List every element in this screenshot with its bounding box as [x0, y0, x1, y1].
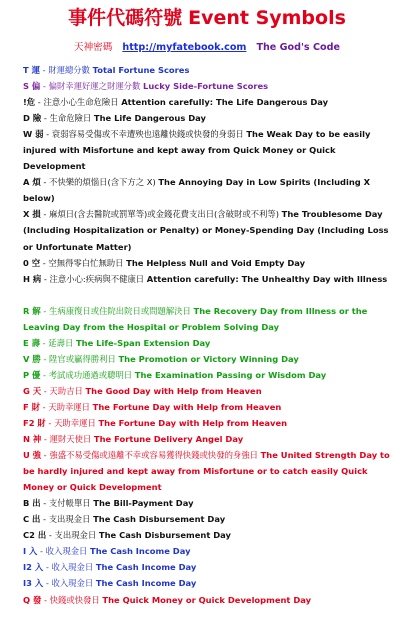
- entry-zh: - 考試成功通過或聰明日: [40, 369, 135, 380]
- entry-zh: - 財運總分數: [39, 65, 93, 75]
- entry-zh: - 生命危險日: [41, 113, 94, 124]
- entry-en: Attention carefully: The Unhealthy Day with Illness: [146, 273, 388, 284]
- entry-en: Total Fortune Scores: [92, 65, 190, 75]
- symbol-entry: [23, 431, 398, 447]
- entry-zh: - 麻煩日(含去醫院或罰單等)或金錢花費支出日(含破財或不利等): [40, 209, 282, 220]
- entry-zh: - 收入現金日: [43, 578, 96, 589]
- entry-code: Q 發: [23, 594, 42, 605]
- symbol-entry: [23, 367, 398, 383]
- entry-zh: - 天助吉日: [41, 385, 86, 396]
- website-link[interactable]: http://myfatebook.com: [122, 42, 247, 53]
- entry-en: The Cash Income Day: [95, 578, 197, 589]
- entry-en: Attention carefully: The Life Dangerous Day: [121, 97, 329, 108]
- entry-code: I 入: [23, 546, 38, 557]
- symbol-entry: [23, 271, 398, 287]
- title-chinese: 事件代碼符號: [68, 7, 183, 29]
- entry-en: The Weak Day to be easily injured with Misfortune and kept away from Quick Money or Quick Development: [23, 129, 371, 172]
- section-gap: [23, 287, 398, 303]
- symbol-entry: [23, 511, 398, 527]
- symbol-entry: [23, 206, 398, 254]
- entry-zh: - 陞官或贏得勝利日: [40, 353, 119, 364]
- symbol-entry: [23, 255, 398, 271]
- symbol-entry: [23, 527, 398, 543]
- entry-zh: - 空無得零白忙無助日: [40, 257, 127, 268]
- entry-en: The Examination Passing or Wisdom Day: [134, 369, 327, 380]
- entry-code: H 病: [23, 273, 42, 284]
- entry-zh: - 生病康復日或住院出院日或問題解決日: [40, 305, 194, 316]
- entry-code: U 強: [23, 450, 42, 461]
- entry-zh: - 強盛不易受傷或遠離不幸或容易獲得快錢或快發的身強日: [41, 450, 261, 461]
- entry-en: The Helpless Null and Void Empty Day: [126, 257, 306, 268]
- symbol-entry: [23, 383, 398, 399]
- entry-zh: - 天助幸運日: [39, 401, 93, 412]
- entry-zh: - 衰弱容易受傷或不幸遭殃也遠離快錢或快發的身弱日: [43, 129, 247, 140]
- entry-en: The Good Day with Help from Heaven: [85, 385, 262, 396]
- subtitle-line: [0, 41, 414, 55]
- entry-code: F2 財: [23, 417, 46, 428]
- entry-en: The Cash Disbursement Day: [98, 530, 231, 541]
- entry-zh: - 注意小心:疾病與不健康日: [41, 273, 147, 284]
- entry-code: B 出: [23, 498, 41, 509]
- symbol-entry: [23, 351, 398, 367]
- entry-en: The Cash Income Day: [90, 546, 191, 557]
- entry-code: !危: [23, 97, 36, 108]
- entry-en: The Annoying Day in Low Spirits (Including X below): [23, 177, 371, 204]
- entry-en: The Bill-Payment Day: [93, 498, 194, 509]
- entry-zh: - 偏財幸運好運之財運分數: [40, 81, 144, 92]
- entry-code: C2 出: [23, 530, 47, 541]
- entry-zh: - 收入現金日: [37, 546, 91, 557]
- title-english: Event Symbols: [188, 7, 346, 29]
- entry-code: I2 入: [23, 562, 44, 573]
- symbol-list: [23, 62, 398, 608]
- entry-en: The Cash Income Day: [95, 562, 197, 573]
- entry-zh: - 不快樂的煩惱日(含下方之 X): [40, 177, 159, 188]
- entry-en: The Quick Money or Quick Development Day: [102, 594, 312, 605]
- entry-zh: - 支出現金日: [46, 530, 99, 541]
- symbol-entry: [23, 495, 398, 511]
- entry-zh: - 天助幸運日: [45, 417, 99, 428]
- entry-zh: - 支出現金日: [40, 514, 94, 525]
- symbol-entry: [23, 447, 398, 495]
- entry-zh: - 延壽日: [39, 337, 76, 348]
- entry-code: V 勝: [23, 353, 41, 364]
- entry-code: G 天: [23, 385, 42, 396]
- entry-code: X 損: [23, 209, 41, 220]
- entry-en: The Recovery Day from Illness or the Leaving Day from the Hospital or Problem Solving Day: [23, 305, 368, 332]
- entry-en: The Fortune Delivery Angel Day: [93, 434, 244, 445]
- entry-en: The Fortune Day with Help from Heaven: [98, 417, 288, 428]
- entry-code: C 出: [23, 514, 41, 525]
- symbol-entry: [23, 543, 398, 559]
- entry-code: I3 入: [23, 578, 44, 589]
- symbol-entry: [23, 78, 398, 94]
- entry-en: The Life-Span Extension Day: [75, 337, 211, 348]
- entry-en: The Promotion or Victory Winning Day: [118, 353, 299, 364]
- entry-code: 0 空: [23, 257, 41, 268]
- entry-zh: - 收入現金日: [43, 562, 96, 573]
- entry-en: The United Strength Day to be hardly injured and kept away from Misfortune or to catch easily Quick Money or Quick Development: [23, 450, 390, 493]
- symbol-entry: [23, 399, 398, 415]
- entry-code: T 運: [23, 65, 40, 75]
- symbol-entry: [23, 415, 398, 431]
- entry-code: A 煩: [23, 177, 41, 188]
- entry-en: The Troublesome Day (Including Hospitalization or Penalty) or Money-Spending Day (Including Loss or Unfortunate Matter): [23, 209, 389, 252]
- entry-en: The Life Dangerous Day: [93, 113, 206, 124]
- entry-code: D 險: [23, 113, 42, 124]
- entry-en: Lucky Side-Fortune Scores: [143, 81, 269, 92]
- entry-zh: - 運財天使日: [41, 434, 94, 445]
- entry-code: E 壽: [23, 337, 40, 348]
- entry-zh: - 支付帳單日: [40, 498, 94, 509]
- entry-code: W 弱: [23, 129, 44, 140]
- entry-en: The Cash Disbursement Day: [93, 514, 226, 525]
- entry-code: P 優: [23, 369, 41, 380]
- symbol-entry: [23, 335, 398, 351]
- symbol-entry: [23, 62, 398, 78]
- symbol-entry: [23, 110, 398, 126]
- symbol-entry: [23, 575, 398, 591]
- author-chinese: 天神密碼: [74, 42, 113, 53]
- entry-zh: - 快錢或快發日: [41, 594, 103, 605]
- page-title: [0, 6, 414, 30]
- entry-code: N 神: [23, 434, 42, 445]
- entry-en: The Fortune Day with Help from Heaven: [92, 401, 282, 412]
- symbol-entry: [23, 559, 398, 575]
- symbol-entry: [23, 174, 398, 206]
- entry-zh: - 注意小心生命危險日: [35, 97, 122, 108]
- author-english: The God's Code: [256, 42, 340, 53]
- entry-code: F 財: [23, 401, 40, 412]
- entry-code: R 解: [23, 305, 41, 316]
- symbol-entry: [23, 592, 398, 608]
- symbol-entry: [23, 126, 398, 174]
- symbol-entry: [23, 303, 398, 335]
- entry-code: S 偏: [23, 81, 41, 92]
- symbol-entry: [23, 94, 398, 110]
